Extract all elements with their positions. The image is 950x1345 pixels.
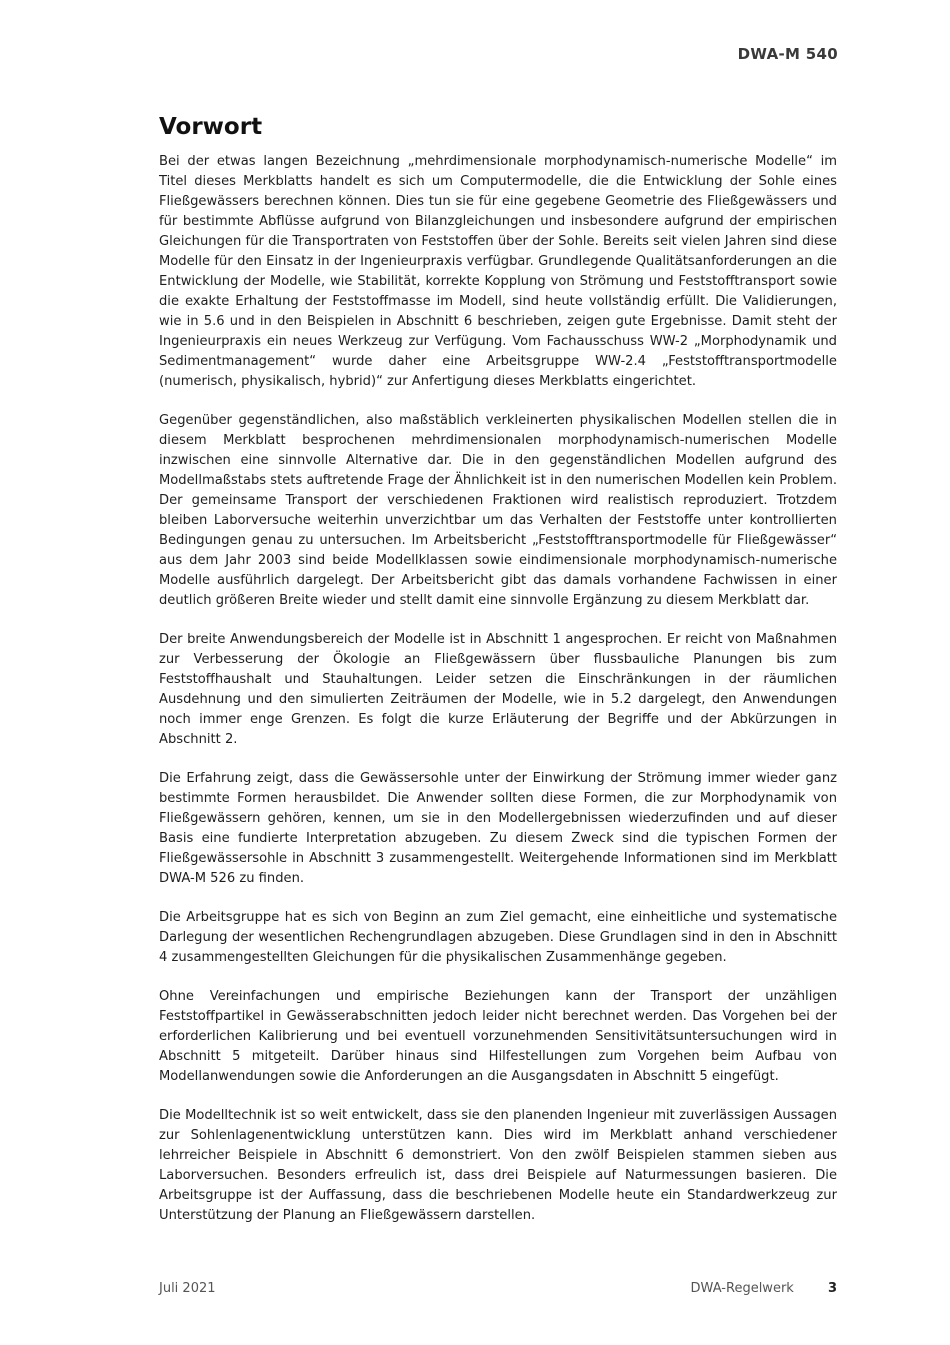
document-code-header: DWA-M 540 — [737, 45, 838, 63]
paragraph-physical-models: Gegenüber gegenständlichen, also maßstäblich verkleinerten physikalischen Modellen stellen die in diesem Merkblatt besprochenen mehrdimensionalen morphodynamisch-numerischen Modelle inzwischen eine sinnvolle Alternative dar. Die in den gegenständlichen Modellen aufgrund des Modellmaßstabs stets auftretende Frage der Ähnlichkeit ist in den numerischen Modellen kein Problem. Der gemeinsame Transport der verschiedenen Fraktionen wird realistisch reproduziert. Trotzdem bleiben Laborversuche weiterhin unverzichtbar um das Verhalten der Feststoffe unter kontrollierten Bedingungen genau zu untersuchen. Im Arbeitsbericht „Feststofftransportmodelle für Fließgewässer“ aus dem Jahr 2003 sind beide Modellklassen sowie eindimensionale morphodynamisch-numerische Modelle ausführlich dargelegt. Der Arbeitsbericht gibt das damals vorhandene Fachwissen in einer deutlich größeren Breite wieder und stellt damit eine sinnvolle Ergänzung zu diesem Merkblatt dar. — [159, 413, 837, 608]
footer-date: Juli 2021 — [159, 1281, 216, 1296]
paragraph-fundamentals: Die Arbeitsgruppe hat es sich von Beginn an zum Ziel gemacht, eine einheitliche und systematische Darlegung der wesentlichen Rechengrundlagen abzugeben. Diese Grundlagen sind in den in Abschnitt 4 zusammengestellten Gleichungen für die physikalischen Zusammenhänge gegeben. — [159, 910, 837, 965]
page-number: 3 — [827, 1281, 837, 1296]
footer-right — [691, 1281, 837, 1296]
page-title: Vorwort — [159, 114, 263, 140]
paragraph-intro: Bei der etwas langen Bezeichnung „mehrdimensionale morphodynamisch-numerische Modelle“ im Titel dieses Merkblatts handelt es sich um Computermodelle, die die Entwicklung der Sohle eines Fließgewässers berechnen können. Dies tun sie für eine gegebene Geometrie des Fließgewässers und für bestimmte Abflüsse aufgrund von Bilanzgleichungen und insbesondere aufgrund der empirischen Gleichungen für die Transportraten von Feststoffen über der Sohle. Bereits seit vielen Jahren sind diese Modelle für den Einsatz in der Ingenieurpraxis verfügbar. Grundlegende Qualitätsanforderungen an die Entwicklung der Modelle, wie Stabilität, korrekte Kopplung von Strömung und Feststofftransport sowie die exakte Erhaltung der Feststoffmasse im Modell, sind heute vollständig erfüllt. Die Validierungen, wie in 5.6 und in den Beispielen in Abschnitt 6 beschrieben, zeigen gute Ergebnisse. Damit steht der Ingenieurpraxis ein neues Werkzeug zur Verfügung. Vom Fachausschuss WW-2 „Morphodynamik und Sedimentmanagement“ wurde daher eine Arbeitsgruppe WW-2.4 „Feststofftransportmodelle (numerisch, physikalisch, hybrid)“ zur Anfertigung dieses Merkblatts eingerichtet. — [159, 154, 837, 389]
paragraph-bed-forms: Die Erfahrung zeigt, dass die Gewässersohle unter der Einwirkung der Strömung immer wieder ganz bestimmte Formen herausbildet. Die Anwender sollten diese Formen, die zur Morphodynamik von Fließgewässern gehören, kennen, um sie in den Modellergebnissen wiederzufinden und auf dieser Basis eine fundierte Interpretation abzugeben. Zu diesem Zweck sind die typischen Formen der Fließgewässersohle in Abschnitt 3 zusammengestellt. Weitergehende Informationen sind im Merkblatt DWA-M 526 zu finden. — [159, 771, 837, 886]
paragraph-examples: Die Modelltechnik ist so weit entwickelt, dass sie den planenden Ingenieur mit zuverlässigen Aussagen zur Sohlenlagenentwicklung unterstützen kann. Dies wird im Merkblatt anhand verschiedener lehrreicher Beispiele in Abschnitt 6 demonstriert. Von den zwölf Beispielen stammen sieben aus Laborversuchen. Besonders erfreulich ist, dass drei Beispiele auf Naturmessungen basieren. Die Arbeitsgruppe ist der Auffassung, dass die beschriebenen Modelle heute ein Standardwerkzeug zur Unterstützung der Planung an Fließgewässern darstellen. — [159, 1108, 837, 1223]
main-content — [159, 114, 837, 1245]
paragraph-application-scope: Der breite Anwendungsbereich der Modelle ist in Abschnitt 1 angesprochen. Er reicht von Maßnahmen zur Verbesserung der Ökologie an Fließgewässern über flussbauliche Planungen bis zum Feststoffhaushalt und Stauhaltungen. Leider setzen die Einschränkungen in der räumlichen Ausdehnung und den simulierten Zeiträumen der Modelle, wie in 5.2 dargelegt, den Anwendungen noch immer enge Grenzen. Es folgt die kurze Erläuterung der Begriffe und der Abkürzungen in Abschnitt 2. — [159, 632, 837, 747]
footer-series: DWA-Regelwerk — [690, 1281, 794, 1296]
paragraph-calibration: Ohne Vereinfachungen und empirische Beziehungen kann der Transport der unzähligen Feststoffpartikel in Gewässerabschnitten jedoch leider nicht berechnet werden. Das Vorgehen bei der erforderlichen Kalibrierung und bei eventuell vorzunehmenden Sensitivitätsuntersuchungen wird in Abschnitt 5 mitgeteilt. Darüber hinaus sind Hilfestellungen zum Vorgehen beim Aufbau von Modellanwendungen sowie die Anforderungen an die Ausgangsdaten in Abschnitt 5 eingefügt. — [159, 989, 837, 1084]
